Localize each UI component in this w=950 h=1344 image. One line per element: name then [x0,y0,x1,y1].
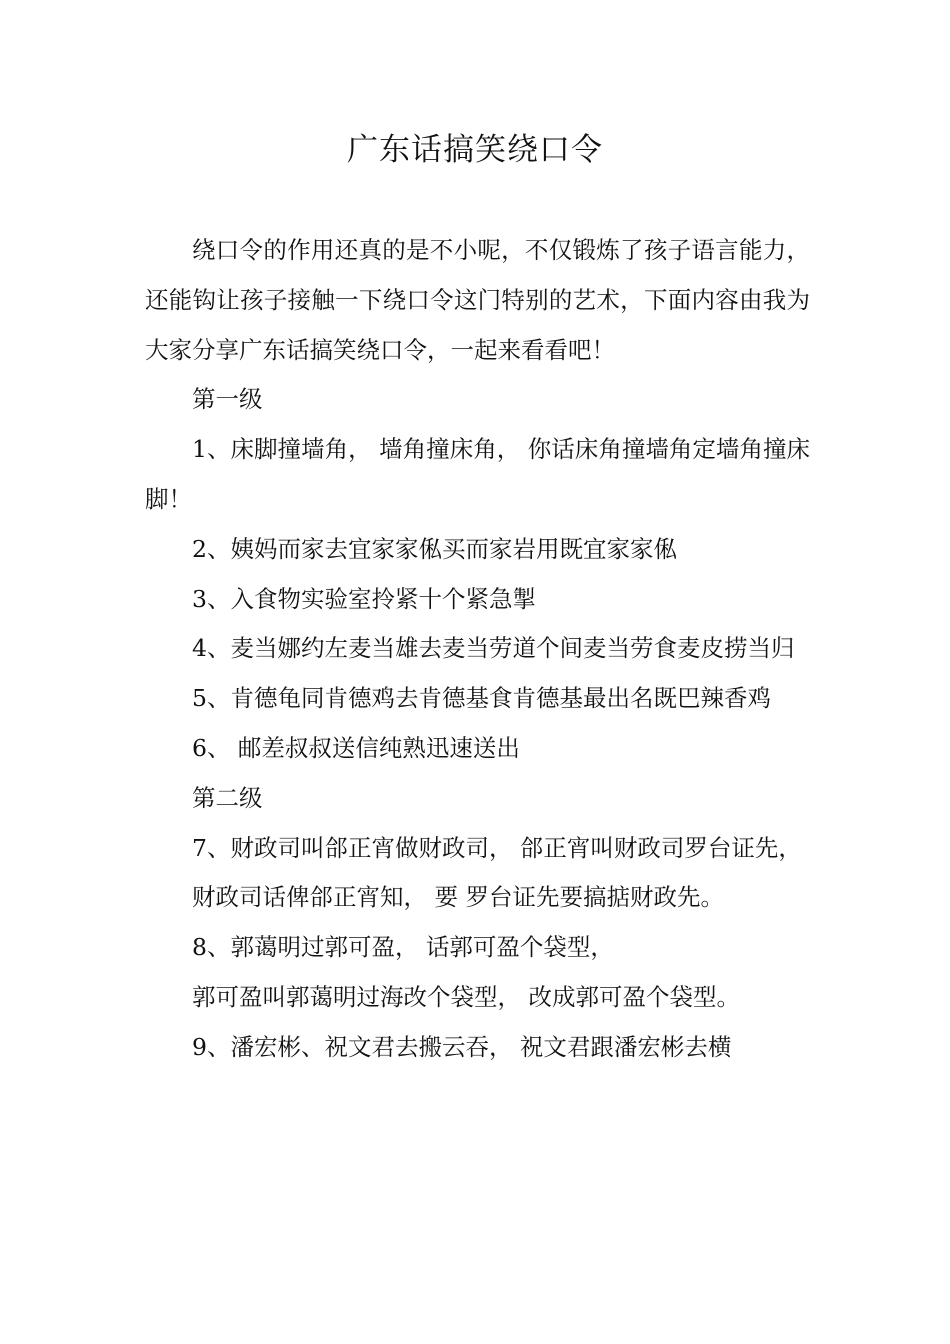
section-heading-level-2: 第二级 [192,783,263,812]
tongue-twister-item-8-continued: 郭可盈叫郭蔼明过海改个袋型， 改成郭可盈个袋型。 [192,982,740,1011]
tongue-twister-item-9: 9、潘宏彬、祝文君去搬云吞， 祝文君跟潘宏彬去横 [192,1032,732,1061]
document-body [145,226,810,1073]
tongue-twister-item-6: 6、 邮差叔叔送信纯熟迅速送出 [192,733,520,762]
tongue-twister-item-2: 2、姨妈而家去宜家家俬买而家岩用既宜家家俬 [192,534,677,563]
tongue-twister-item-4: 4、麦当娜约左麦当雄去麦当劳道个间麦当劳食麦皮捞当归 [192,634,795,663]
section-heading-level-1: 第一级 [192,385,263,414]
tongue-twister-item-3: 3、入食物实验室拎紧十个紧急掣 [192,584,536,613]
tongue-twister-item-1: 1、床脚撞墙角， 墙角撞床角， 你话床角撞墙角定墙角撞床脚！ [145,435,810,513]
tongue-twister-item-7: 7、财政司叫郃正宵做财政司， 郃正宵叫财政司罗台证先， [192,833,802,862]
intro-paragraph: 绕口令的作用还真的是不小呢，不仅锻炼了孩子语言能力，还能钩让孩子接触一下绕口令这门特别的艺术，下面内容由我为大家分享广东话搞笑绕口令，一起来看看吧！ [145,236,810,364]
tongue-twister-item-8: 8、郭蔼明过郭可盈， 话郭可盈个袋型， [192,933,614,962]
tongue-twister-item-7-continued: 财政司话俾郃正宵知， 要 罗台证先要搞掂财政先。 [192,883,724,912]
document-title: 广东话搞笑绕口令 [347,132,603,168]
tongue-twister-item-5: 5、肯德龟同肯德鸡去肯德基食肯德基最出名既巴辣香鸡 [192,684,771,713]
